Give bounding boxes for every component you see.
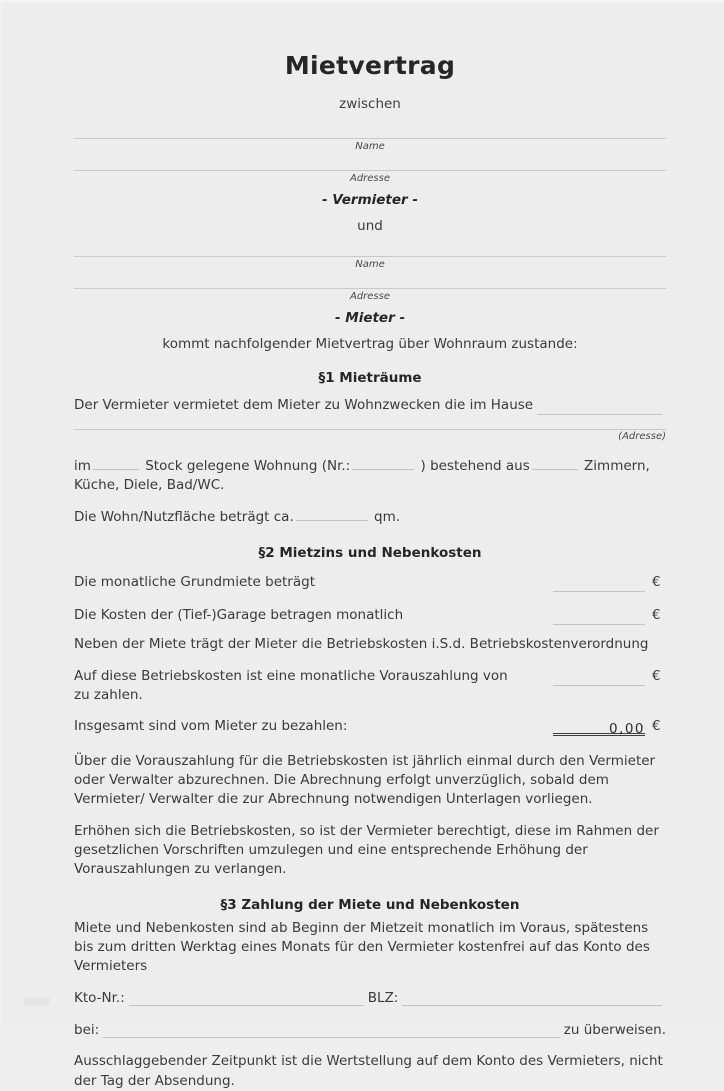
section-1-lead-row [74, 396, 666, 415]
bank-code-input[interactable] [402, 991, 662, 1006]
total-currency: € [652, 717, 661, 734]
apartment-description [74, 456, 666, 495]
page-corner-artifact [24, 997, 50, 1006]
stock-middle-text: Stock gelegene Wohnung (Nr.: [145, 457, 351, 474]
prepayment-label: Auf diese Betriebskosten ist eine monatliche Vorauszahlung von [74, 667, 508, 684]
cost-increase-paragraph: Erhöhen sich die Betriebskosten, so ist der Vermieter berechtigt, diese im Rahmen der gesetzlichen Vorschriften umzulegen und eine entsprechende Erhöhung der Vorauszahlungen zu verlangen. [74, 822, 659, 877]
landlord-role: - Vermieter - [321, 191, 418, 208]
prepayment-tail-text: zu zahlen. [74, 686, 143, 703]
tenant-address-label: Adresse [349, 290, 391, 302]
base-rent-currency: € [652, 574, 661, 591]
total-label: Insgesamt sind vom Mieter zu bezahlen: [74, 717, 348, 734]
landlord-address-label: Adresse [349, 172, 391, 184]
contract-intro: kommt nachfolgender Mietvertrag über Wohnraum zustande: [162, 335, 578, 352]
total-row [74, 717, 666, 736]
tenant-name-label: Name [355, 258, 385, 270]
base-rent-row [74, 573, 666, 592]
section-1-heading: §1 Mieträume [318, 369, 422, 386]
account-row [74, 990, 666, 1006]
document-content [74, 2, 666, 1091]
garage-cost-label: Die Kosten der (Tief-)Garage betragen monatlich [74, 607, 404, 624]
living-area-text: Die Wohn/Nutzfläche beträgt ca. [74, 508, 294, 525]
page-title: Mietvertrag [284, 51, 456, 80]
document-subtitle: zwischen [339, 95, 401, 112]
garage-cost-currency: € [652, 607, 661, 624]
tenant-name-field[interactable] [74, 256, 666, 270]
tenant-address-field[interactable] [74, 288, 666, 302]
conjunction-und: und [357, 217, 383, 234]
prepayment-input[interactable] [553, 671, 645, 686]
tenant-role: - Mieter - [334, 309, 406, 326]
house-address-field[interactable] [74, 429, 666, 442]
bank-name-label: bei: [74, 1022, 100, 1039]
landlord-address-rule [74, 170, 666, 171]
stock-prefix-text: im [74, 457, 91, 474]
operating-costs-text: Neben der Miete trägt der Mieter die Betriebskosten i.S.d. Betriebskostenverordnung [74, 636, 649, 653]
house-address-line-2 [74, 429, 666, 430]
living-area-row [74, 507, 666, 527]
garage-cost-row [74, 606, 666, 625]
room-count-input[interactable] [532, 456, 578, 470]
living-area-unit: qm. [374, 508, 401, 525]
house-address-label: (Adresse) [618, 430, 666, 442]
stock-post-text: ) bestehend aus [420, 457, 530, 474]
account-number-label: Kto-Nr.: [74, 990, 125, 1007]
section-1-lead-text: Der Vermieter vermietet dem Mieter zu Wohnzwecken die im Hause [74, 396, 534, 413]
landlord-name-label: Name [355, 140, 385, 152]
prepayment-currency: € [652, 667, 661, 684]
landlord-name-field[interactable] [74, 138, 666, 152]
house-address-line-1[interactable] [537, 400, 662, 415]
apartment-number-input[interactable] [352, 456, 414, 470]
floor-input[interactable] [93, 456, 139, 470]
bank-code-label: BLZ: [367, 990, 399, 1007]
landlord-name-rule [74, 138, 666, 139]
stock-end-text: Zimmern, [584, 457, 650, 474]
total-value: 0,00 [553, 720, 645, 736]
section-3-heading: §3 Zahlung der Miete und Nebenkosten [220, 897, 520, 913]
settlement-paragraph: Über die Vorauszahlung für die Betriebskosten ist jährlich einmal durch den Vermieter oder Verwalter abzurechnen. Die Abrechnung erfolgt unverzüglich, sobald dem Vermieter/ Verwalter die zur Abrechnung notwendigen Unterlagen vorliegen. [74, 753, 656, 808]
account-number-input[interactable] [129, 991, 364, 1006]
prepayment-row [74, 667, 666, 686]
living-area-input[interactable] [296, 507, 368, 521]
bank-row [74, 1022, 666, 1038]
base-rent-label: Die monatliche Grundmiete beträgt [74, 574, 315, 591]
tenant-address-rule [74, 288, 666, 289]
value-date-paragraph: Ausschlaggebender Zeitpunkt ist die Wertstellung auf dem Konto des Vermieters, nicht der Tag der Absendung. [74, 1053, 663, 1089]
payment-terms-paragraph: Miete und Nebenkosten sind ab Beginn der Mietzeit monatlich im Voraus, spätestens bis zum dritten Werktag eines Monats für den Vermieter kostenfrei auf das Konto des Vermieters [74, 920, 650, 975]
bank-name-input[interactable] [103, 1023, 560, 1038]
rooms-list-text: Küche, Diele, Bad/WC. [74, 476, 225, 493]
tenant-name-rule [74, 256, 666, 257]
landlord-address-field[interactable] [74, 170, 666, 184]
transfer-tail-text: zu überweisen. [563, 1022, 666, 1039]
section-2-heading: §2 Mietzins und Nebenkosten [258, 545, 482, 562]
base-rent-input[interactable] [553, 577, 645, 592]
garage-cost-input[interactable] [553, 610, 645, 625]
